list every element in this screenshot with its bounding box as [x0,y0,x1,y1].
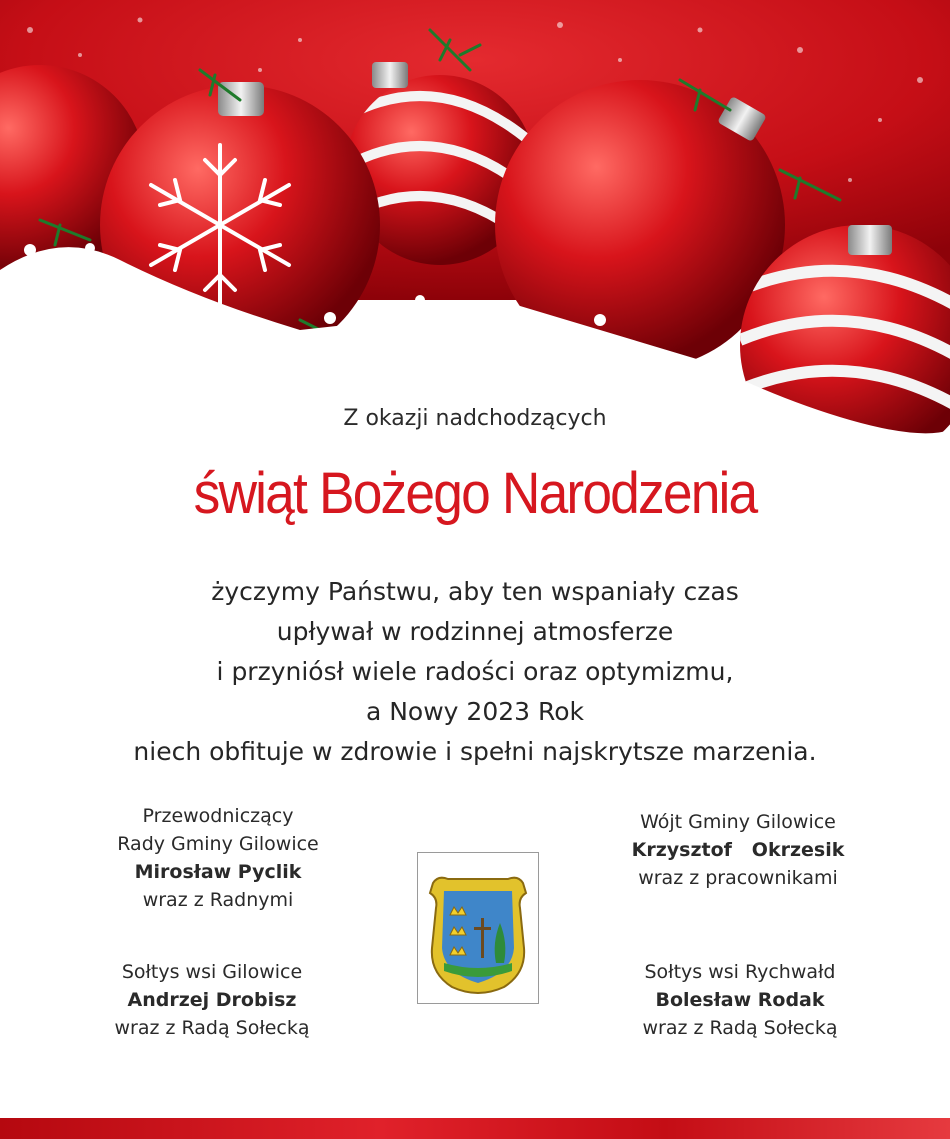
signature-with: wraz z pracownikami [638,867,838,889]
signature-name: Bolesław Rodak [655,989,825,1011]
wish-line: życzymy Państwu, aby ten wspaniały czas [211,577,739,606]
intro-text: Z okazji nadchodzących [343,406,607,431]
signature-soltys-rychwald [580,958,900,1042]
wish-line: a Nowy 2023 Rok [365,697,585,726]
signature-soltys-gilowice [52,958,372,1042]
signature-name: Andrzej Drobisz [127,989,297,1011]
signature-with: wraz z Radą Sołecką [114,1017,310,1039]
signature-with: wraz z Radą Sołecką [642,1017,838,1039]
signature-title: Wójt Gminy Gilowice [640,811,836,833]
signature-name: Mirosław Pyclik [134,861,302,883]
signature-title: Sołtys wsi Rychwałd [644,961,836,983]
wish-line: i przyniósł wiele radości oraz optymizmu, [216,657,734,686]
signature-title: Rady Gminy Gilowice [117,833,319,855]
signature-title: Sołtys wsi Gilowice [121,961,303,983]
headline: świąt Bożego Narodzenia [193,461,757,526]
signature-council-chair [58,802,378,914]
signature-name: Krzysztof Okrzesik [631,839,845,861]
signature-mayor [578,808,898,892]
signature-title: Przewodniczący [142,805,294,827]
bottom-decorative-bar [0,1118,950,1139]
wish-line: niech obfituje w zdrowie i spełni najskrytsze marzenia. [133,737,817,766]
christmas-banner [0,0,950,470]
wishes-paragraph [0,572,950,772]
signature-with: wraz z Radnymi [142,889,294,911]
wish-line: upływał w rodzinnej atmosferze [276,617,674,646]
gilowice-crest-icon [417,852,539,1004]
